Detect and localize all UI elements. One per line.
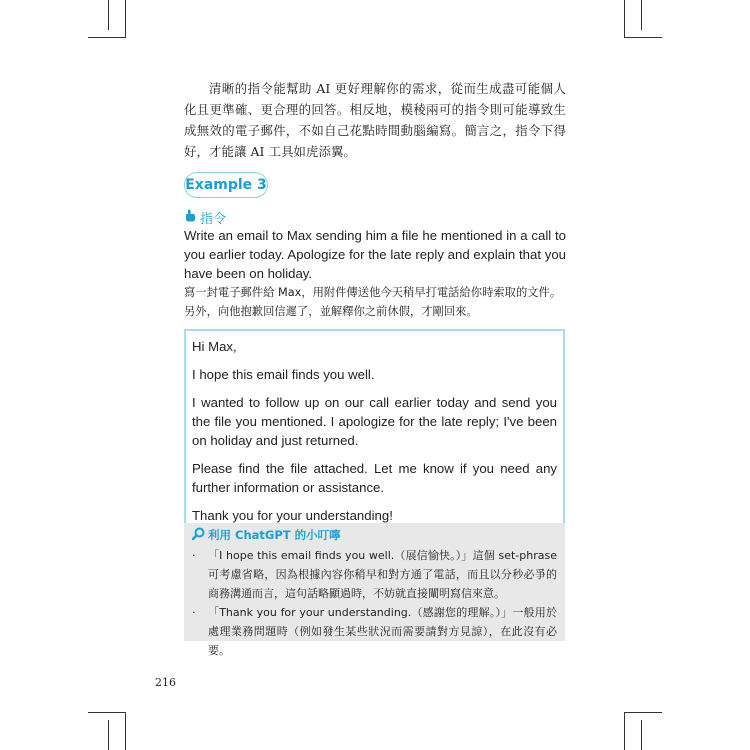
magnifier-icon (192, 527, 205, 543)
tips-box (184, 523, 565, 657)
tips-item-text: 「I hope this email finds you well.（展信愉快。）」這個 set-phrase 可考慮省略，因為根據內容你稍早和對方通了電話，而且以分秒必爭的商務溝通而言，這句話略顯過時，不妨就直接闡明寫信來意。 (208, 549, 557, 600)
instruction-heading-text: 指令 (200, 212, 227, 227)
tips-bullet: ‧ (192, 549, 196, 562)
instruction-english: Write an email to Max sending him a file he mentioned in a call to you earlier today. Apologize for the late reply and explain that you have been on holiday. (184, 228, 566, 281)
tips-heading (192, 526, 557, 544)
crop-mark-top-right-h (624, 37, 662, 38)
crop-mark-top-left-h (88, 37, 126, 38)
page-number: 216 (155, 676, 176, 689)
crop-mark-top-right-v2 (641, 0, 642, 30)
intro-paragraph: 清晰的指令能幫助 AI 更好理解你的需求，從而生成盡可能個人化且更準確、更合理的回答。相反地，模稜兩可的指令則可能導致生成無效的電子郵件，不如自己花點時間動腦編寫。簡言之，指令下得好，才能讓 AI 工具如虎添翼。 (184, 81, 566, 159)
intro-text (184, 78, 566, 162)
tips-list (192, 546, 557, 660)
example-label-text: Example 3 (185, 177, 267, 193)
instruction-chinese: 寫一封電子郵件給 Max，用附件傳送他今天稍早打電話給你時索取的文件。另外，向他抱歉回信遲了，並解釋你之前休假，才剛回來。 (184, 286, 562, 318)
crop-mark-top-right-v (624, 0, 625, 38)
instruction-heading (184, 208, 226, 227)
crop-mark-bottom-left-v (125, 712, 126, 750)
reply-paragraph: I hope this email finds you well. (192, 367, 375, 382)
tips-item (192, 546, 557, 603)
crop-mark-top-left-v2 (108, 0, 109, 30)
example-label (184, 172, 268, 198)
crop-mark-bottom-right-h (624, 712, 662, 713)
tips-item-text: 「Thank you for your understanding.（感謝您的理解。）」一般用於處理業務問題時（例如發生某些狀況而需要請對方見諒），在此沒有必要。 (208, 606, 557, 657)
crop-mark-bottom-left-h (88, 712, 126, 713)
tips-item (192, 603, 557, 660)
reply-paragraph: Hi Max, (192, 339, 237, 354)
email-reply-box (184, 329, 565, 524)
tips-heading-text: 利用 ChatGPT 的小叮嚀 (208, 528, 341, 542)
reply-paragraph: Thank you for your understanding! (192, 508, 393, 523)
crop-mark-bottom-right-v (624, 712, 625, 750)
crop-mark-bottom-right-v2 (641, 720, 642, 750)
crop-mark-bottom-left-v2 (108, 720, 109, 750)
reply-paragraph: I wanted to follow up on our call earlier today and send you the file you mentioned. I apologize for the late reply; I've been on holiday and just returned. (192, 395, 557, 448)
tips-bullet: ‧ (192, 606, 196, 619)
crop-mark-top-left-v (125, 0, 126, 38)
reply-paragraph: Please find the file attached. Let me know if you need any further information or assistance. (192, 461, 557, 495)
pointing-hand-icon (184, 209, 196, 226)
